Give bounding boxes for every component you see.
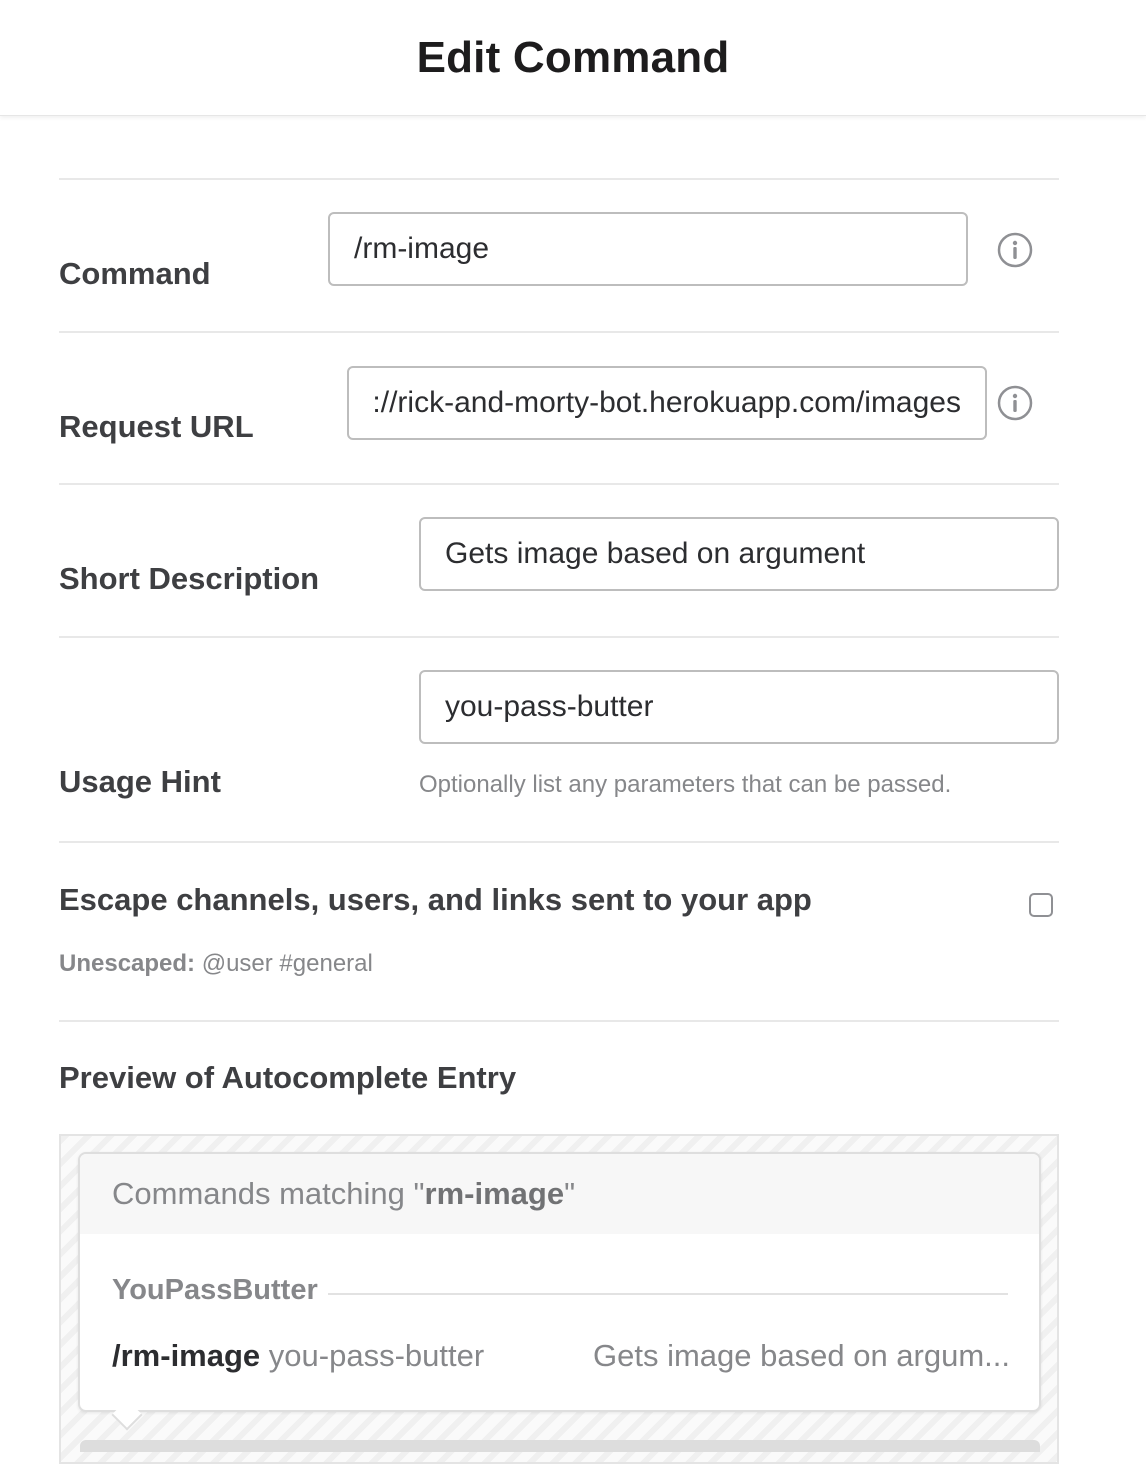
matching-suffix: " xyxy=(564,1176,576,1211)
info-icon[interactable] xyxy=(997,232,1033,268)
divider xyxy=(59,483,1059,485)
escape-label: Escape channels, users, and links sent to your app xyxy=(59,882,812,917)
short-description-label: Short Description xyxy=(59,561,320,596)
divider xyxy=(59,841,1059,843)
usage-hint-input[interactable] xyxy=(419,670,1059,744)
autocomplete-entry[interactable] xyxy=(112,1338,484,1374)
usage-hint-helper: Optionally list any parameters that can be passed. xyxy=(419,771,952,798)
matching-term: rm-image xyxy=(424,1176,565,1211)
short-description-input[interactable] xyxy=(419,517,1059,591)
app-group-name: YouPassButter xyxy=(112,1274,318,1306)
escape-status xyxy=(59,950,373,978)
matching-prefix: Commands matching " xyxy=(112,1176,425,1211)
request-url-input[interactable] xyxy=(347,366,987,440)
escape-status-value: @user #general xyxy=(195,950,373,977)
usage-hint-label: Usage Hint xyxy=(59,764,221,799)
escape-status-key: Unescaped: xyxy=(59,950,196,977)
request-url-label: Request URL xyxy=(59,409,254,444)
preview-title: Preview of Autocomplete Entry xyxy=(59,1060,517,1095)
escape-checkbox[interactable] xyxy=(1029,893,1053,917)
entry-hint: you-pass-butter xyxy=(260,1338,485,1373)
divider xyxy=(59,331,1059,333)
page-title: Edit Command xyxy=(416,32,730,82)
info-icon[interactable] xyxy=(997,385,1033,421)
group-divider xyxy=(328,1293,1008,1295)
message-input-edge xyxy=(80,1440,1040,1452)
divider xyxy=(59,1020,1059,1022)
page-header xyxy=(0,0,1146,116)
divider xyxy=(59,636,1059,638)
entry-description: Gets image based on argum... xyxy=(593,1338,1011,1373)
entry-command: /rm-image xyxy=(112,1338,261,1373)
autocomplete-popup xyxy=(78,1152,1041,1412)
command-input[interactable] xyxy=(328,212,968,286)
divider xyxy=(59,178,1059,180)
command-label: Command xyxy=(59,256,211,291)
autocomplete-header xyxy=(80,1154,1039,1234)
